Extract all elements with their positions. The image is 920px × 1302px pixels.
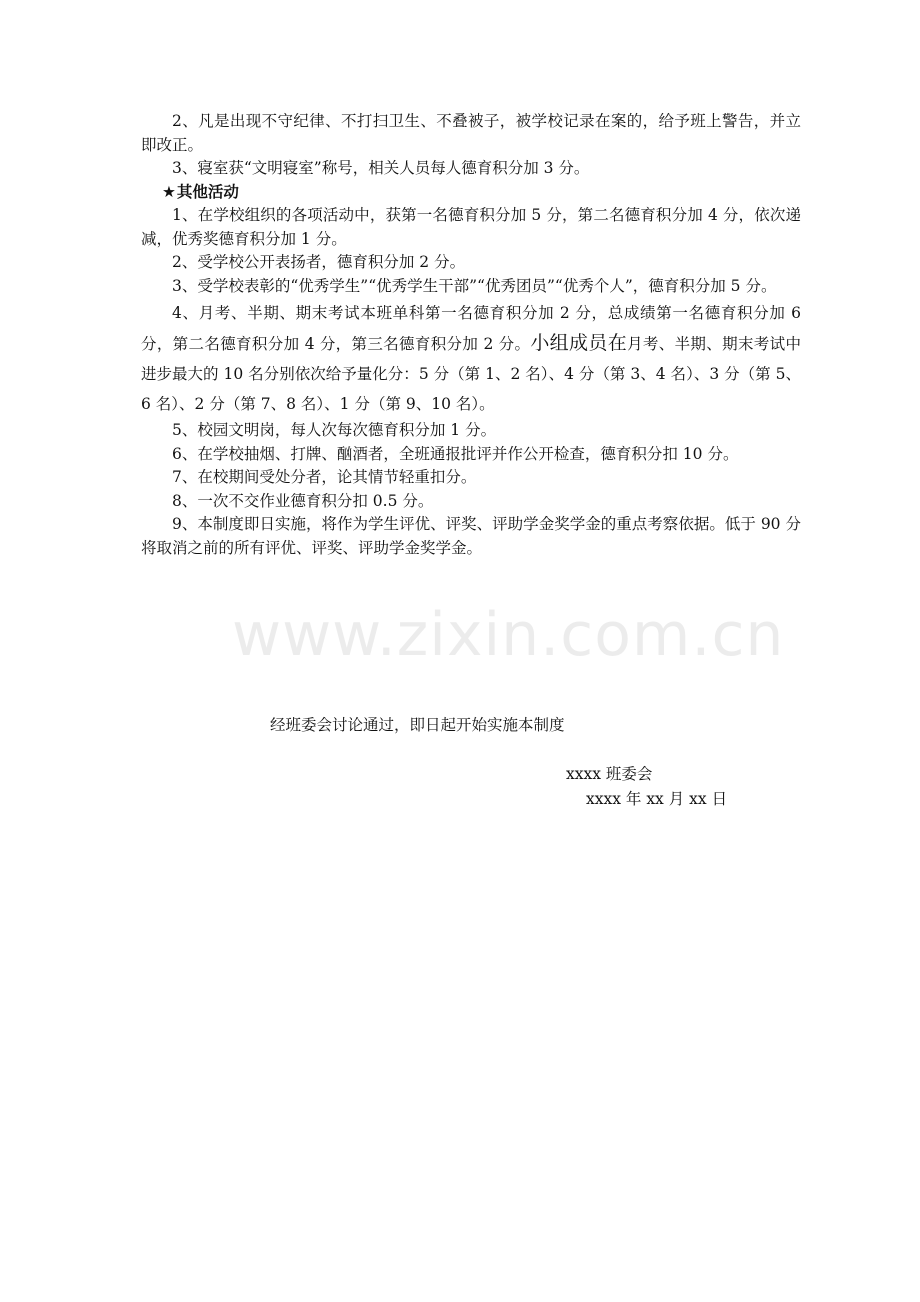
rule-activity-5: 5、校园文明岗，每人次每次德育积分加 1 分。	[172, 421, 497, 439]
rule-activity-7: 7、在校期间受处分者，论其情节轻重扣分。	[172, 468, 477, 486]
rule-dorm-3: 3、寝室获“文明寝室”称号，相关人员每人德育积分加 3 分。	[172, 159, 590, 177]
rule-dorm-2: 2、凡是出现不守纪律、不打扫卫生、不叠被子，被学校记录在案的，给予班上警告，并立即改正。	[141, 112, 801, 154]
rule-activity-8: 8、一次不交作业德育积分扣 0.5 分。	[172, 491, 434, 510]
rule-activity-4	[141, 298, 801, 419]
star-icon: ★	[162, 182, 176, 201]
rule-activity-4-text-cont: 月考、半期、期末考试中进步最大的 10 名分别依次给予量化分：5 分（第 1、2 名）、4 分（第 3、4 名）、3 分（第 5、6 名）、2 分（第 7、8 名）、1 分（第 9、10 名）。	[141, 335, 801, 413]
rule-activity-1: 1、在学校组织的各项活动中，获第一名德育积分加 5 分，第二名德育积分加 4 分，依次递减，优秀奖德育积分加 1 分。	[141, 206, 801, 248]
rule-activity-6: 6、在学校抽烟、打牌、酗酒者，全班通报批评并作公开检查，德育积分扣 10 分。	[172, 444, 739, 463]
section-heading	[141, 181, 801, 205]
closing-statement: 经班委会讨论通过，即日起开始实施本制度	[270, 716, 565, 734]
section-title: 其他活动	[176, 182, 239, 201]
watermark: www.zixin.com.cn	[232, 600, 785, 670]
rule-activity-3: 3、受学校表彰的“优秀学生”“优秀学生干部”“优秀团员”“优秀个人”，德育积分加 5 分。	[172, 276, 777, 295]
date: xxxx 年 xx 月 xx 日	[586, 790, 728, 808]
signature: xxxx 班委会	[566, 765, 653, 783]
rule-activity-2: 2、受学校公开表扬者，德育积分加 2 分。	[172, 253, 466, 271]
document-body	[141, 110, 801, 560]
rule-activity-9: 9、本制度即日实施，将作为学生评优、评奖、评助学金奖学金的重点考察依据。低于 90 分将取消之前的所有评优、评奖、评助学金奖学金。	[141, 515, 801, 557]
rule-activity-4-text: 4、月考、半期、期末考试本班单科第一名德育积分加 2 分，总成绩第一名德育积分加 6 分，第二名德育积分加 4 分，第三名德育积分加 2 分。	[141, 304, 801, 353]
rule-activity-4-large-text: 小组成员在	[530, 332, 628, 354]
